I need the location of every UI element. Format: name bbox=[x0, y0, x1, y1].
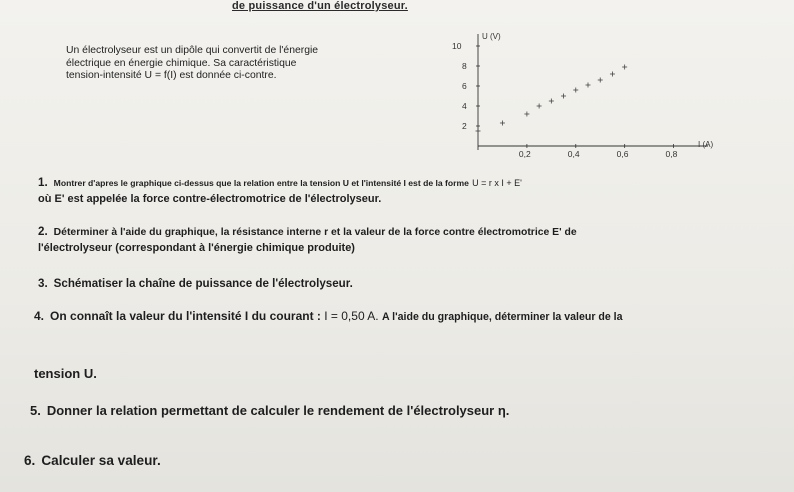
intro-line: électrique en énergie chimique. Sa caractéristique bbox=[66, 57, 297, 69]
data-point bbox=[524, 112, 529, 117]
question-number: 6. bbox=[24, 453, 36, 468]
question-4-continued: tension U. bbox=[34, 366, 97, 381]
ticks-group bbox=[452, 41, 678, 158]
y-tick-label: 4 bbox=[462, 101, 467, 111]
question-formula: U = r x I + E' bbox=[472, 178, 522, 188]
data-point bbox=[586, 83, 591, 88]
data-point bbox=[610, 72, 615, 77]
points-group bbox=[476, 65, 628, 134]
x-tick-label: 0,8 bbox=[665, 149, 678, 158]
question-number: 4. bbox=[34, 309, 45, 323]
data-point bbox=[573, 88, 578, 93]
question-1-continued: où E' est appelée la force contre-électromotrice de l'électrolyseur. bbox=[38, 193, 382, 205]
question-number: 3. bbox=[38, 277, 48, 290]
data-point bbox=[549, 99, 554, 104]
x-tick-label: 0,4 bbox=[567, 149, 580, 158]
chart-svg bbox=[436, 30, 722, 158]
data-point bbox=[537, 104, 542, 109]
question-5 bbox=[30, 403, 509, 418]
question-text: Donner la relation permettant de calculer le rendement de l'électrolyseur η. bbox=[46, 403, 510, 418]
x-axis-label: I (A) bbox=[698, 140, 714, 149]
question-2 bbox=[38, 225, 577, 238]
data-point bbox=[622, 65, 627, 70]
y-axis-label: U (V) bbox=[482, 32, 501, 41]
question-text: Montrer d'apres le graphique ci-dessus que la relation entre la tension U et l'intensité I est de la forme bbox=[53, 178, 469, 188]
question-number: 5. bbox=[30, 403, 41, 418]
y-tick-label: 2 bbox=[462, 121, 467, 131]
question-text: Calculer sa valeur. bbox=[41, 453, 161, 468]
characteristic-chart bbox=[436, 30, 722, 158]
intro-paragraph bbox=[66, 45, 400, 83]
data-point bbox=[561, 94, 566, 99]
question-text-2: A l'aide du graphique, déterminer la valeur de la bbox=[381, 311, 623, 323]
data-point bbox=[500, 121, 505, 126]
data-point bbox=[598, 78, 603, 83]
y-tick-label: 10 bbox=[452, 41, 462, 51]
x-tick-label: 0,6 bbox=[616, 149, 629, 158]
question-3 bbox=[38, 277, 353, 290]
question-text: Schématiser la chaîne de puissance de l'électrolyseur. bbox=[53, 277, 353, 290]
question-text: On connaît la valeur du l'intensité I du courant : bbox=[50, 309, 321, 323]
intro-line: tension-intensité U = f(I) est donnée ci-contre. bbox=[66, 70, 277, 82]
document-header: de puissance d'un électrolyseur. bbox=[232, 0, 408, 12]
question-number: 2. bbox=[38, 225, 48, 238]
intro-line: Un électrolyseur est un dipôle qui convertit de l'énergie bbox=[66, 45, 319, 56]
y-tick-label: 6 bbox=[462, 81, 467, 91]
data-point bbox=[476, 129, 481, 134]
question-text: Déterminer à l'aide du graphique, la résistance interne r et la valeur de la force contre électromotrice E' de bbox=[53, 227, 577, 238]
question-6 bbox=[24, 453, 161, 468]
current-value: I = 0,50 A. bbox=[324, 309, 379, 323]
question-2-continued: l'électrolyseur (correspondant à l'énergie chimique produite) bbox=[38, 242, 355, 254]
y-tick-label: 8 bbox=[462, 61, 467, 71]
x-tick-label: 0,2 bbox=[518, 149, 531, 158]
question-4 bbox=[34, 309, 623, 323]
question-1 bbox=[38, 176, 522, 189]
question-number: 1. bbox=[38, 176, 48, 189]
